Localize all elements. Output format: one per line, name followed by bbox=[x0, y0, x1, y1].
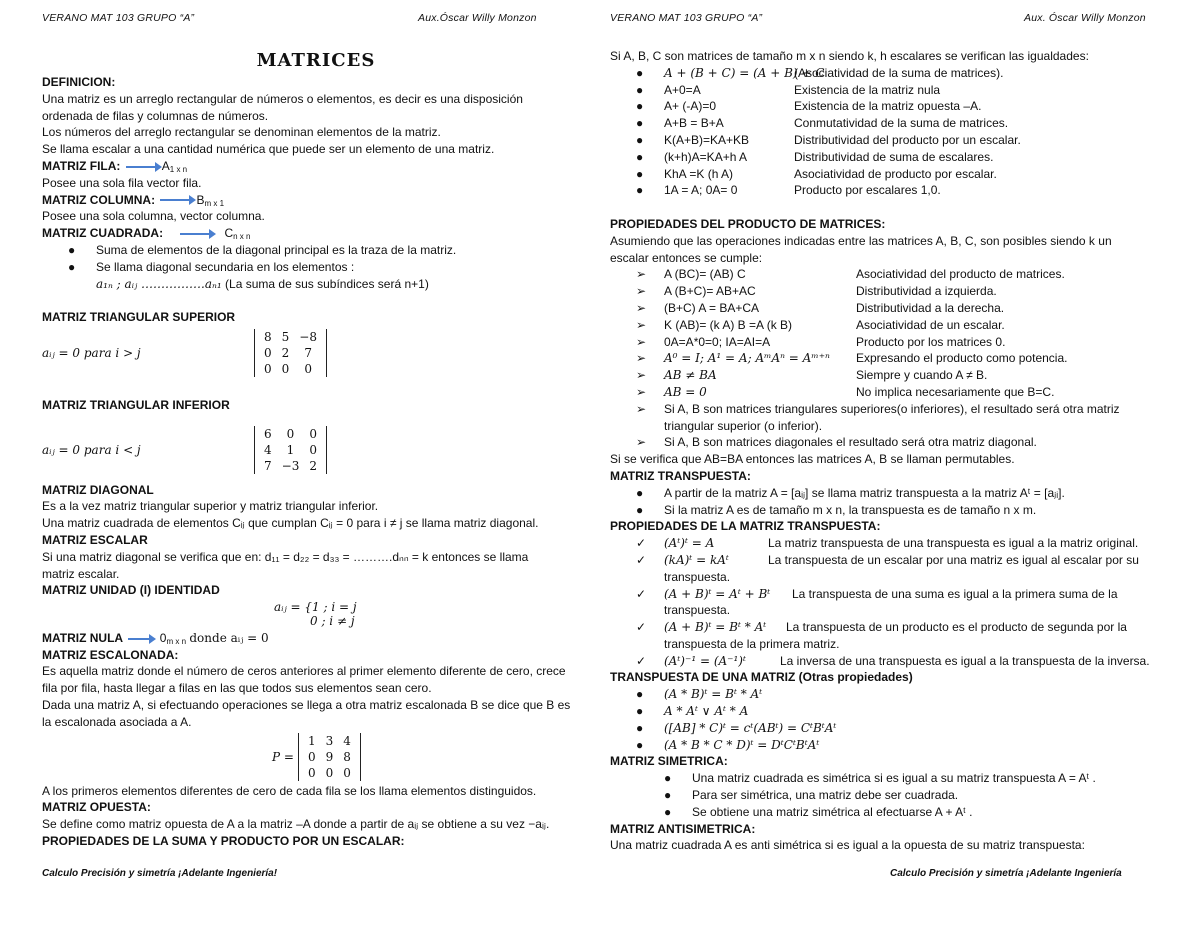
list-item-text: Una matriz cuadrada es simétrica si es igual a su matriz transpuesta A = Aᵗ . bbox=[692, 771, 1096, 786]
list-item bbox=[610, 770, 1170, 787]
list-item bbox=[610, 686, 1170, 703]
property-formula: (Aᵗ)ᵗ = A bbox=[664, 536, 715, 551]
list-item bbox=[610, 703, 1170, 720]
property-desc: La inversa de una transpuesta es igual a la transpuesta de la inversa. bbox=[780, 653, 1150, 668]
list-item-continuation: transpuesta. bbox=[664, 569, 731, 584]
matriz-nula-text: donde aᵢⱼ = 0 bbox=[189, 630, 269, 645]
property-formula: (k+h)A=KA+h A bbox=[664, 149, 748, 164]
transpuesta-heading: MATRIZ TRANSPUESTA: bbox=[610, 468, 751, 483]
right-column bbox=[610, 48, 1170, 854]
matriz-fila-row bbox=[42, 158, 590, 175]
matrix-cell: 1 bbox=[307, 733, 316, 748]
triangular-superior-condition: aᵢⱼ = 0 para i > j bbox=[42, 345, 141, 360]
list-item-text: A * Aᵗ ∨ Aᵗ * A bbox=[664, 704, 749, 719]
arrow-right-icon bbox=[160, 199, 194, 201]
suma-intro: Si A, B, C son matrices de tamaño m x n siendo k, h escalares se verifican las igualdades: bbox=[610, 49, 1089, 63]
list-item-text: (A * B * C * D)ᵗ = DᵗCᵗBᵗAᵗ bbox=[664, 737, 820, 752]
list-item bbox=[610, 535, 1170, 552]
list-item bbox=[610, 552, 1170, 569]
property-desc: Asociatividad de producto por escalar. bbox=[794, 166, 997, 181]
list-item bbox=[610, 166, 1170, 183]
definicion-line: Se llama escalar a una cantidad numérica que puede ser un elemento de una matriz. bbox=[42, 142, 495, 157]
arrowhead-icon: ➢ bbox=[636, 267, 647, 282]
matriz-fila-heading: MATRIZ FILA: bbox=[42, 158, 121, 173]
bullet-icon: ● bbox=[636, 99, 644, 114]
bullet-icon: ● bbox=[636, 166, 644, 181]
bullet-icon: ● bbox=[68, 259, 76, 274]
matriz-columna-row bbox=[42, 192, 590, 209]
list-item bbox=[42, 242, 590, 259]
property-desc: Conmutatividad de la suma de matrices. bbox=[794, 116, 1009, 131]
escalonada-line: Es aquella matriz donde el número de ceros anteriores al primer elemento diferente de cero, crece bbox=[42, 664, 566, 679]
property-desc: Existencia de la matriz nula bbox=[794, 82, 941, 97]
definicion-line: Los números del arreglo rectangular se denominan elementos de la matriz. bbox=[42, 125, 441, 140]
property-desc: Distributividad a la derecha. bbox=[856, 300, 1005, 315]
property-desc: La matriz transpuesta de una transpuesta es igual a la matriz original. bbox=[768, 536, 1139, 551]
list-item bbox=[610, 149, 1170, 166]
escalonada-line: fila por fila, hasta llegar a filas en las que todos sus elementos sean cero. bbox=[42, 681, 432, 696]
bullet-icon: ● bbox=[664, 804, 672, 819]
matriz-columna-size: m x 1 bbox=[204, 198, 225, 208]
property-desc: Distributividad de suma de escalares. bbox=[794, 149, 994, 164]
arrowhead-icon: ➢ bbox=[636, 351, 647, 366]
arrow-right-icon bbox=[180, 233, 214, 235]
bullet-icon: ● bbox=[636, 485, 644, 500]
propiedades-suma-heading: PROPIEDADES DE LA SUMA Y PRODUCTO POR UN ESCALAR: bbox=[42, 833, 405, 848]
bullet-icon: ● bbox=[636, 687, 644, 702]
distinguidos-line: A los primeros elementos diferentes de cero de cada fila se los llama elementos distinguidos. bbox=[42, 783, 537, 798]
property-desc: Existencia de la matriz opuesta –A. bbox=[794, 99, 982, 114]
property-desc: La transpuesta de un producto es el producto de segunda por la bbox=[786, 620, 1127, 635]
right-header-course: VERANO MAT 103 GRUPO “A” bbox=[610, 12, 763, 24]
list-item bbox=[610, 132, 1170, 149]
matrix-cell: 0 bbox=[307, 749, 316, 764]
list-item-text: ([AB] * C)ᵗ = cᵗ(ABᵗ) = CᵗBᵗAᵗ bbox=[664, 720, 837, 735]
list-item bbox=[610, 65, 1170, 82]
list-item-text: Se obtiene una matriz simétrica al efectuarse A + Aᵗ . bbox=[692, 804, 973, 819]
property-formula: AB ≠ BA bbox=[664, 368, 717, 383]
unidad-formula-2: 0 ; i ≠ j bbox=[310, 613, 355, 628]
escalar-line: Si una matriz diagonal se verifica que en: d₁₁ = d₂₂ = d₃₃ = ……….dₙₙ = k entonces se llama bbox=[42, 549, 529, 564]
arrowhead-icon: ➢ bbox=[636, 435, 647, 450]
escalonada-matrix bbox=[298, 733, 361, 781]
matrix-cell: 1 bbox=[286, 442, 295, 457]
matriz-cuadrada-row bbox=[42, 225, 590, 242]
bullet-icon: ● bbox=[664, 771, 672, 786]
list-item bbox=[610, 502, 1170, 519]
matrix-cell: 0 bbox=[307, 765, 316, 780]
checkmark-icon: ✓ bbox=[636, 536, 647, 551]
property-formula: A⁰ = I; A¹ = A; AᵐAⁿ = Aᵐ⁺ⁿ bbox=[664, 351, 830, 366]
permutables-line: Si se verifica que AB=BA entonces las matrices A, B se llaman permutables. bbox=[610, 452, 1015, 467]
list-item-text: Para ser simétrica, una matriz debe ser cuadrada. bbox=[692, 788, 959, 803]
triangular-superior-heading: MATRIZ TRIANGULAR SUPERIOR bbox=[42, 310, 236, 325]
checkmark-icon: ✓ bbox=[636, 552, 647, 567]
matrix-cell: 8 bbox=[264, 329, 272, 344]
property-desc: La transpuesta de una suma es igual a la primera suma de la bbox=[792, 586, 1118, 601]
property-desc: La transpuesta de un escalar por una matriz es igual al escalar por su bbox=[768, 552, 1139, 567]
producto-heading: PROPIEDADES DEL PRODUCTO DE MATRICES: bbox=[610, 216, 886, 231]
list-item-text: Si A, B son matrices diagonales el resultado será otra matriz diagonal. bbox=[664, 435, 1037, 450]
escalonada-line: Dada una matriz A, si efectuando operaciones se llega a otra matriz escalonada B se dice que B es bbox=[42, 697, 571, 712]
matriz-columna-heading: MATRIZ COLUMNA: bbox=[42, 192, 156, 207]
property-formula: (A + B)ᵗ = Aᵗ + Bᵗ bbox=[664, 586, 771, 601]
matrix-cell: 0 bbox=[309, 442, 317, 457]
arrowhead-icon: ➢ bbox=[636, 401, 647, 416]
diagonal-secundaria-formula: a₁ₙ ; aᵢⱼ …………….aₙ₁ bbox=[96, 276, 222, 291]
bullet-icon: ● bbox=[636, 704, 644, 719]
bullet-icon: ● bbox=[636, 720, 644, 735]
right-footer: Calculo Precisión y simetría ¡Adelante Ingeniería bbox=[890, 868, 1122, 879]
escalar-heading: MATRIZ ESCALAR bbox=[42, 532, 148, 547]
property-desc: Distributividad del producto por un escalar. bbox=[794, 132, 1021, 147]
arrowhead-icon: ➢ bbox=[636, 300, 647, 315]
arrowhead-icon: ➢ bbox=[636, 368, 647, 383]
bullet-icon: ● bbox=[636, 116, 644, 131]
list-item bbox=[610, 367, 1170, 384]
list-item-text: Si A, B son matrices triangulares superiores(o inferiores), el resultado será otra matriz bbox=[664, 401, 1120, 416]
bullet-icon: ● bbox=[636, 65, 644, 80]
right-header-aux: Aux. Óscar Willy Monzon bbox=[1024, 12, 1146, 24]
matrix-cell: 0 bbox=[264, 361, 272, 376]
matriz-cuadrada-symbol: C bbox=[224, 226, 234, 241]
page-title: MATRICES bbox=[256, 50, 376, 71]
list-item bbox=[610, 619, 1170, 636]
property-desc: No implica necesariamente que B=C. bbox=[856, 384, 1055, 399]
property-formula: (Aᵗ)⁻¹ = (A⁻¹)ᵗ bbox=[664, 653, 746, 668]
property-formula: (kA)ᵗ = kAᵗ bbox=[664, 552, 729, 567]
list-item bbox=[610, 434, 1170, 451]
matriz-fila-text: Posee una sola fila vector fila. bbox=[42, 175, 202, 190]
list-item bbox=[610, 804, 1170, 821]
triangular-superior-matrix bbox=[254, 329, 327, 377]
triangular-superior-block bbox=[42, 326, 590, 380]
list-item bbox=[610, 401, 1170, 418]
property-desc: Distributividad a izquierda. bbox=[856, 284, 997, 299]
arrow-right-icon bbox=[128, 638, 154, 640]
diagonal-secundaria-line bbox=[42, 276, 590, 293]
simetrica-heading: MATRIZ SIMETRICA: bbox=[610, 754, 728, 769]
matrix-cell: 2 bbox=[281, 345, 290, 360]
property-formula: A+B = B+A bbox=[664, 116, 724, 131]
list-item-continuation: triangular superior (o inferior). bbox=[664, 418, 823, 433]
matrix-cell: 9 bbox=[325, 749, 334, 764]
list-item bbox=[610, 787, 1170, 804]
list-item bbox=[610, 283, 1170, 300]
list-item-text: Se llama diagonal secundaria en los elementos : bbox=[96, 259, 355, 274]
property-desc: Asociatividad del producto de matrices. bbox=[856, 267, 1065, 282]
matriz-cuadrada-heading: MATRIZ CUADRADA: bbox=[42, 226, 164, 241]
matrix-cell: 0 bbox=[264, 345, 272, 360]
matrix-cell: 0 bbox=[325, 765, 334, 780]
bullet-icon: ● bbox=[636, 149, 644, 164]
property-formula: (A + B)ᵗ = Bᵗ * Aᵗ bbox=[664, 620, 767, 635]
list-item bbox=[610, 266, 1170, 283]
property-formula: A (B+C)= AB+AC bbox=[664, 284, 756, 299]
matrix-cell: 4 bbox=[343, 733, 351, 748]
left-column bbox=[42, 48, 590, 850]
matrix-cell: 7 bbox=[304, 345, 312, 360]
triangular-inferior-heading: MATRIZ TRIANGULAR INFERIOR bbox=[42, 397, 230, 412]
property-formula: 1A = A; 0A= 0 bbox=[664, 183, 738, 198]
list-item bbox=[610, 586, 1170, 603]
bullet-icon: ● bbox=[636, 132, 644, 147]
list-item bbox=[610, 98, 1170, 115]
list-item bbox=[610, 737, 1170, 754]
checkmark-icon: ✓ bbox=[636, 586, 647, 601]
arrowhead-icon: ➢ bbox=[636, 284, 647, 299]
bullet-icon: ● bbox=[68, 242, 76, 257]
arrowhead-icon: ➢ bbox=[636, 334, 647, 349]
list-item bbox=[610, 653, 1170, 670]
opuesta-line: Se define como matriz opuesta de A a la matriz –A donde a partir de aᵢⱼ se obtiene a su vez −aᵢⱼ. bbox=[42, 817, 550, 832]
diagonal-secundaria-note: (La suma de sus subíndices será n+1) bbox=[225, 276, 429, 291]
matriz-nula-heading: MATRIZ NULA bbox=[42, 630, 124, 645]
arrow-right-icon bbox=[126, 166, 160, 168]
property-formula: A+ (-A)=0 bbox=[664, 99, 717, 114]
list-item bbox=[610, 350, 1170, 367]
definicion-line: ordenada de filas y columnas de números. bbox=[42, 108, 269, 123]
property-formula: 0A=A*0=0; IA=AI=A bbox=[664, 334, 771, 349]
list-item-text: (A * B)ᵗ = Bᵗ * Aᵗ bbox=[664, 687, 763, 702]
list-item bbox=[610, 485, 1170, 502]
arrowhead-icon: ➢ bbox=[636, 384, 647, 399]
property-formula: A (BC)= (AB) C bbox=[664, 267, 746, 282]
otras-heading: TRANSPUESTA DE UNA MATRIZ (Otras propiedades) bbox=[610, 670, 913, 685]
matrix-cell: 0 bbox=[309, 426, 317, 441]
definicion-line: Una matriz es un arreglo rectangular de números o elementos, es decir es una disposición bbox=[42, 91, 523, 106]
arrowhead-icon: ➢ bbox=[636, 317, 647, 332]
definicion-heading: DEFINICION: bbox=[42, 75, 116, 89]
list-item-continuation: transpuesta. bbox=[664, 603, 731, 618]
escalonada-example bbox=[42, 731, 590, 783]
property-formula: A + (B + C) = (A + B) + C bbox=[664, 65, 825, 80]
opuesta-heading: MATRIZ OPUESTA: bbox=[42, 800, 151, 815]
matrix-cell: 3 bbox=[325, 733, 334, 748]
list-item bbox=[610, 115, 1170, 132]
unidad-formula-1: aᵢⱼ = {1 ; i = j bbox=[274, 600, 357, 615]
triangular-inferior-condition: aᵢⱼ = 0 para i < j bbox=[42, 442, 141, 457]
matrix-cell: −8 bbox=[299, 329, 317, 344]
list-item-continuation: transpuesta de la primera matriz. bbox=[664, 636, 840, 651]
diagonal-line: Es a la vez matriz triangular superior y matriz triangular inferior. bbox=[42, 499, 379, 514]
matriz-nula-symbol: 0 bbox=[159, 630, 167, 645]
list-item bbox=[42, 259, 590, 276]
escalar-line: matriz escalar. bbox=[42, 566, 120, 581]
antisimetrica-line: Una matriz cuadrada A es anti simétrica si es igual a la opuesta de su matriz transpuesta: bbox=[610, 838, 1085, 853]
matrix-cell: −3 bbox=[281, 458, 300, 473]
escalonada-heading: MATRIZ ESCALONADA: bbox=[42, 647, 179, 662]
matrix-cell: 5 bbox=[281, 329, 290, 344]
property-desc: Expresando el producto como potencia. bbox=[856, 351, 1068, 366]
list-item bbox=[610, 82, 1170, 99]
producto-line: escalar entonces se cumple: bbox=[610, 250, 763, 265]
property-desc: Producto por los matrices 0. bbox=[856, 334, 1006, 349]
list-item-text: A partir de la matriz A = [aᵢⱼ] se llama matriz transpuesta a la matriz Aᵗ = [aⱼᵢ]. bbox=[664, 485, 1065, 500]
diagonal-line: Una matriz cuadrada de elementos Cᵢⱼ que cumplan Cᵢⱼ = 0 para i ≠ j se llama matriz diagonal. bbox=[42, 516, 539, 531]
list-item bbox=[610, 384, 1170, 401]
producto-properties-list bbox=[610, 266, 1170, 400]
matriz-columna-text: Posee una sola columna, vector columna. bbox=[42, 209, 265, 224]
property-formula: AB = 0 bbox=[664, 384, 707, 399]
matrix-cell: 0 bbox=[343, 765, 351, 780]
matrix-cell: 4 bbox=[264, 442, 272, 457]
list-item-text: Suma de elementos de la diagonal principal es la traza de la matriz. bbox=[96, 242, 457, 257]
list-item-text: Si la matriz A es de tamaño m x n, la transpuesta es de tamaño n x m. bbox=[664, 502, 1037, 517]
triangular-inferior-matrix bbox=[254, 426, 327, 474]
property-desc: Asociatividad de un escalar. bbox=[856, 317, 1005, 332]
bullet-icon: ● bbox=[636, 183, 644, 198]
suma-properties-list bbox=[610, 65, 1170, 199]
matriz-nula-size: m x n bbox=[166, 636, 187, 646]
left-footer: Calculo Precisión y simetría ¡Adelante Ingeniería! bbox=[42, 868, 278, 879]
matrix-cell: 8 bbox=[343, 749, 351, 764]
bullet-icon: ● bbox=[636, 737, 644, 752]
matrix-cell: 2 bbox=[309, 458, 317, 473]
antisimetrica-heading: MATRIZ ANTISIMETRICA: bbox=[610, 821, 756, 836]
matrix-cell: 6 bbox=[264, 426, 272, 441]
transpuesta-props-heading: PROPIEDADES DE LA MATRIZ TRANSPUESTA: bbox=[610, 519, 881, 534]
bullet-icon: ● bbox=[636, 502, 644, 517]
checkmark-icon: ✓ bbox=[636, 653, 647, 668]
list-item bbox=[610, 300, 1170, 317]
diagonal-heading: MATRIZ DIAGONAL bbox=[42, 482, 154, 497]
list-item bbox=[610, 334, 1170, 351]
matriz-cuadrada-size: n x n bbox=[233, 232, 251, 242]
property-desc: Siempre y cuando A ≠ B. bbox=[856, 368, 988, 383]
left-header-aux: Aux.Óscar Willy Monzon bbox=[418, 12, 537, 24]
matriz-columna-symbol: B bbox=[196, 192, 205, 207]
matriz-fila-size: 1 x n bbox=[169, 164, 188, 174]
matrix-cell: 0 bbox=[304, 361, 312, 376]
p-label: P = bbox=[272, 749, 294, 764]
unidad-heading: MATRIZ UNIDAD (I) IDENTIDAD bbox=[42, 583, 220, 598]
property-desc: (Asociatividad de la suma de matrices). bbox=[794, 65, 1004, 80]
property-formula: K(A+B)=KA+KB bbox=[664, 132, 750, 147]
property-desc: Producto por escalares 1,0. bbox=[794, 183, 941, 198]
checkmark-icon: ✓ bbox=[636, 620, 647, 635]
property-formula: A+0=A bbox=[664, 82, 701, 97]
list-item bbox=[610, 720, 1170, 737]
matrix-cell: 0 bbox=[286, 426, 295, 441]
matrix-cell: 7 bbox=[264, 458, 272, 473]
bullet-icon: ● bbox=[636, 82, 644, 97]
triangular-inferior-block bbox=[42, 414, 590, 482]
list-item bbox=[610, 317, 1170, 334]
left-header-course: VERANO MAT 103 GRUPO “A” bbox=[42, 12, 195, 24]
matriz-fila-symbol: A bbox=[161, 158, 170, 173]
escalonada-line: la escalonada asociada a A. bbox=[42, 714, 192, 729]
producto-line: Asumiendo que las operaciones indicadas entre las matrices A, B, C, son posibles siendo k un bbox=[610, 233, 1112, 248]
bullet-icon: ● bbox=[664, 788, 672, 803]
property-formula: (B+C) A = BA+CA bbox=[664, 300, 760, 315]
list-item bbox=[610, 182, 1170, 199]
matrix-cell: 0 bbox=[281, 361, 290, 376]
property-formula: K (AB)= (k A) B =A (k B) bbox=[664, 317, 793, 332]
matriz-nula-row bbox=[42, 630, 590, 647]
property-formula: KhA =K (h A) bbox=[664, 166, 734, 181]
